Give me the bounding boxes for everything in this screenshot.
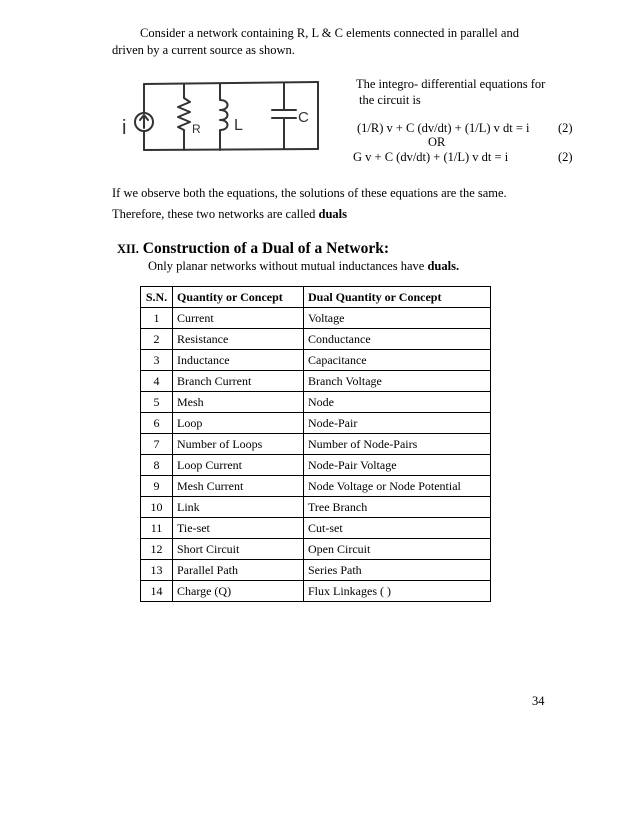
section-heading (117, 240, 389, 258)
table-row (141, 434, 491, 455)
capacitor-label: C (298, 109, 309, 126)
source-label: i (122, 117, 127, 139)
intro-line-2: driven by a current source as shown. (112, 43, 295, 57)
table-row (141, 350, 491, 371)
section-note (148, 259, 459, 274)
equation-2-number: (2) (558, 150, 573, 164)
cell-sn: 5 (141, 392, 173, 413)
resistor-symbol (178, 84, 190, 150)
cell-sn: 12 (141, 539, 173, 560)
bottom-wire (144, 149, 318, 150)
section-note-text: Only planar networks without mutual inductances have (148, 259, 428, 273)
source-arrow (140, 115, 148, 128)
cell-dual: Branch Voltage (304, 371, 491, 392)
header-quantity: Quantity or Concept (173, 287, 304, 308)
inductor-label: L (234, 117, 243, 134)
table-row (141, 539, 491, 560)
table-row (141, 392, 491, 413)
cell-quantity: Branch Current (173, 371, 304, 392)
cell-quantity: Tie-set (173, 518, 304, 539)
table-row (141, 560, 491, 581)
equation-2: G v + C (dv/dt) + (1/L) v dt = i (353, 150, 509, 164)
duals-term: duals (318, 207, 348, 221)
cell-sn: 10 (141, 497, 173, 518)
cell-quantity: Parallel Path (173, 560, 304, 581)
equation-caption-2: the circuit is (359, 93, 421, 107)
cell-dual: Flux Linkages ( ) (304, 581, 491, 602)
section-note-bold: duals. (427, 259, 460, 273)
cell-quantity: Link (173, 497, 304, 518)
cell-dual: Node Voltage or Node Potential (304, 476, 491, 497)
cell-quantity: Charge (Q) (173, 581, 304, 602)
equation-1-number: (2) (558, 121, 573, 135)
cell-dual: Node-Pair Voltage (304, 455, 491, 476)
table-row (141, 371, 491, 392)
cell-sn: 11 (141, 518, 173, 539)
observation-line-1: If we observe both the equations, the solutions of these equations are the same. (112, 186, 507, 200)
observation-line-2 (112, 207, 347, 222)
table-row (141, 581, 491, 602)
table-row (141, 476, 491, 497)
inductor-symbol (220, 84, 228, 150)
table-row (141, 455, 491, 476)
section-number: XII. (117, 242, 139, 256)
cell-dual: Series Path (304, 560, 491, 581)
equation-or: OR (428, 135, 446, 149)
duals-table (140, 286, 491, 602)
cell-quantity: Resistance (173, 329, 304, 350)
cell-quantity: Inductance (173, 350, 304, 371)
cell-quantity: Loop Current (173, 455, 304, 476)
resistor-label: R (192, 122, 201, 136)
cell-dual: Capacitance (304, 350, 491, 371)
top-wire (144, 82, 318, 84)
cell-sn: 7 (141, 434, 173, 455)
page-number: 34 (532, 694, 545, 708)
table-row (141, 518, 491, 539)
cell-dual: Tree Branch (304, 497, 491, 518)
table-row (141, 413, 491, 434)
header-dual-quantity: Dual Quantity or Concept (304, 287, 491, 308)
intro-line-1: Consider a network containing R, L & C elements connected in parallel and (140, 26, 519, 40)
cell-dual: Voltage (304, 308, 491, 329)
cell-quantity: Current (173, 308, 304, 329)
cell-dual: Cut-set (304, 518, 491, 539)
rlc-parallel-circuit-diagram (116, 76, 331, 158)
table-row (141, 329, 491, 350)
table-row (141, 308, 491, 329)
cell-sn: 14 (141, 581, 173, 602)
equation-caption-1: The integro- differential equations for (356, 77, 546, 91)
section-title: Construction of a Dual of a Network: (142, 240, 390, 257)
cell-sn: 13 (141, 560, 173, 581)
cell-sn: 6 (141, 413, 173, 434)
cell-quantity: Loop (173, 413, 304, 434)
cell-sn: 9 (141, 476, 173, 497)
cell-sn: 1 (141, 308, 173, 329)
cell-sn: 4 (141, 371, 173, 392)
cell-quantity: Mesh Current (173, 476, 304, 497)
cell-sn: 2 (141, 329, 173, 350)
cell-dual: Conductance (304, 329, 491, 350)
capacitor-plates (272, 110, 296, 118)
header-sn: S.N. (141, 287, 173, 308)
cell-sn: 8 (141, 455, 173, 476)
cell-quantity: Short Circuit (173, 539, 304, 560)
equation-1: (1/R) v + C (dv/dt) + (1/L) v dt = i (357, 121, 530, 135)
cell-dual: Number of Node-Pairs (304, 434, 491, 455)
observation-text: Therefore, these two networks are called (112, 207, 319, 221)
cell-quantity: Number of Loops (173, 434, 304, 455)
cell-quantity: Mesh (173, 392, 304, 413)
cell-sn: 3 (141, 350, 173, 371)
table-header-row (141, 287, 491, 308)
table-row (141, 497, 491, 518)
cell-dual: Open Circuit (304, 539, 491, 560)
cell-dual: Node-Pair (304, 413, 491, 434)
cell-dual: Node (304, 392, 491, 413)
